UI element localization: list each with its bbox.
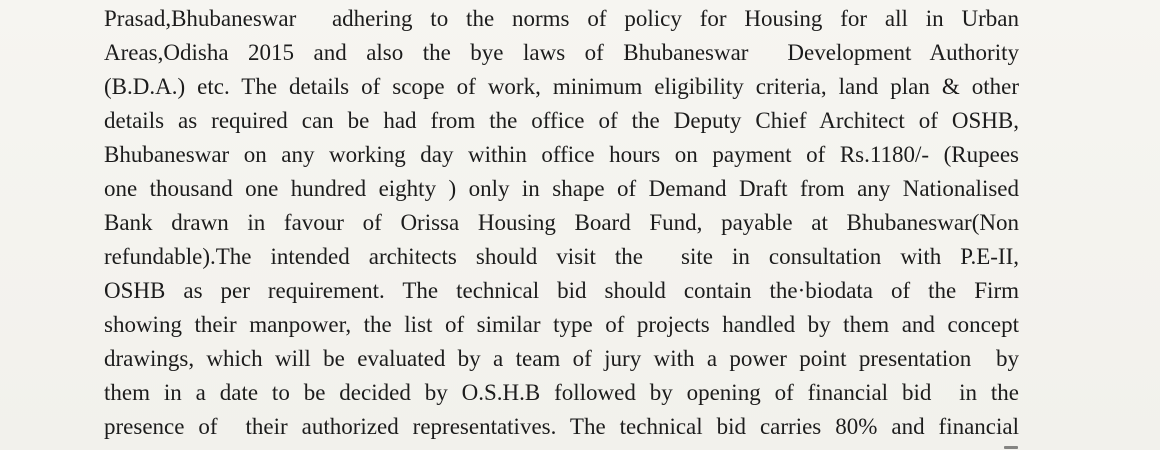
- text-line: one thousand one hundred eighty ) only in shape of Demand Draft from any Nationalised: [104, 176, 1019, 201]
- text-line: Bhubaneswar on any working day within office hours on payment of Rs.1180/- (Rupees: [104, 142, 1019, 167]
- text-line: Prasad,Bhubaneswar adhering to the norms of policy for Housing for all in Urban: [104, 6, 1019, 31]
- document-body: [104, 2, 1019, 444]
- text-line: drawings, which will be evaluated by a team of jury with a power point presentation by: [104, 346, 1019, 371]
- text-line: presence of their authorized representatives. The technical bid carries 80% and financial: [104, 414, 1019, 439]
- text-line: them in a date to be decided by O.S.H.B followed by opening of financial bid in the: [104, 380, 1019, 405]
- cropped-text-line: [104, 440, 1019, 450]
- text-line: details as required can be had from the office of the Deputy Chief Architect of OSHB,: [104, 108, 1019, 133]
- text-line: OSHB as per requirement. The technical bid should contain the·biodata of the Firm: [104, 278, 1019, 303]
- glyph-fragment: [1004, 446, 1018, 449]
- text-line: refundable).The intended architects should visit the site in consultation with P.E-II,: [104, 244, 1019, 269]
- text-line: showing their manpower, the list of similar type of projects handled by them and concept: [104, 312, 1019, 337]
- text-line: Bank drawn in favour of Orissa Housing Board Fund, payable at Bhubaneswar(Non: [104, 210, 1019, 235]
- text-line: (B.D.A.) etc. The details of scope of work, minimum eligibility criteria, land plan & other: [104, 74, 1019, 99]
- text-line: Areas,Odisha 2015 and also the bye laws of Bhubaneswar Development Authority: [104, 40, 1019, 65]
